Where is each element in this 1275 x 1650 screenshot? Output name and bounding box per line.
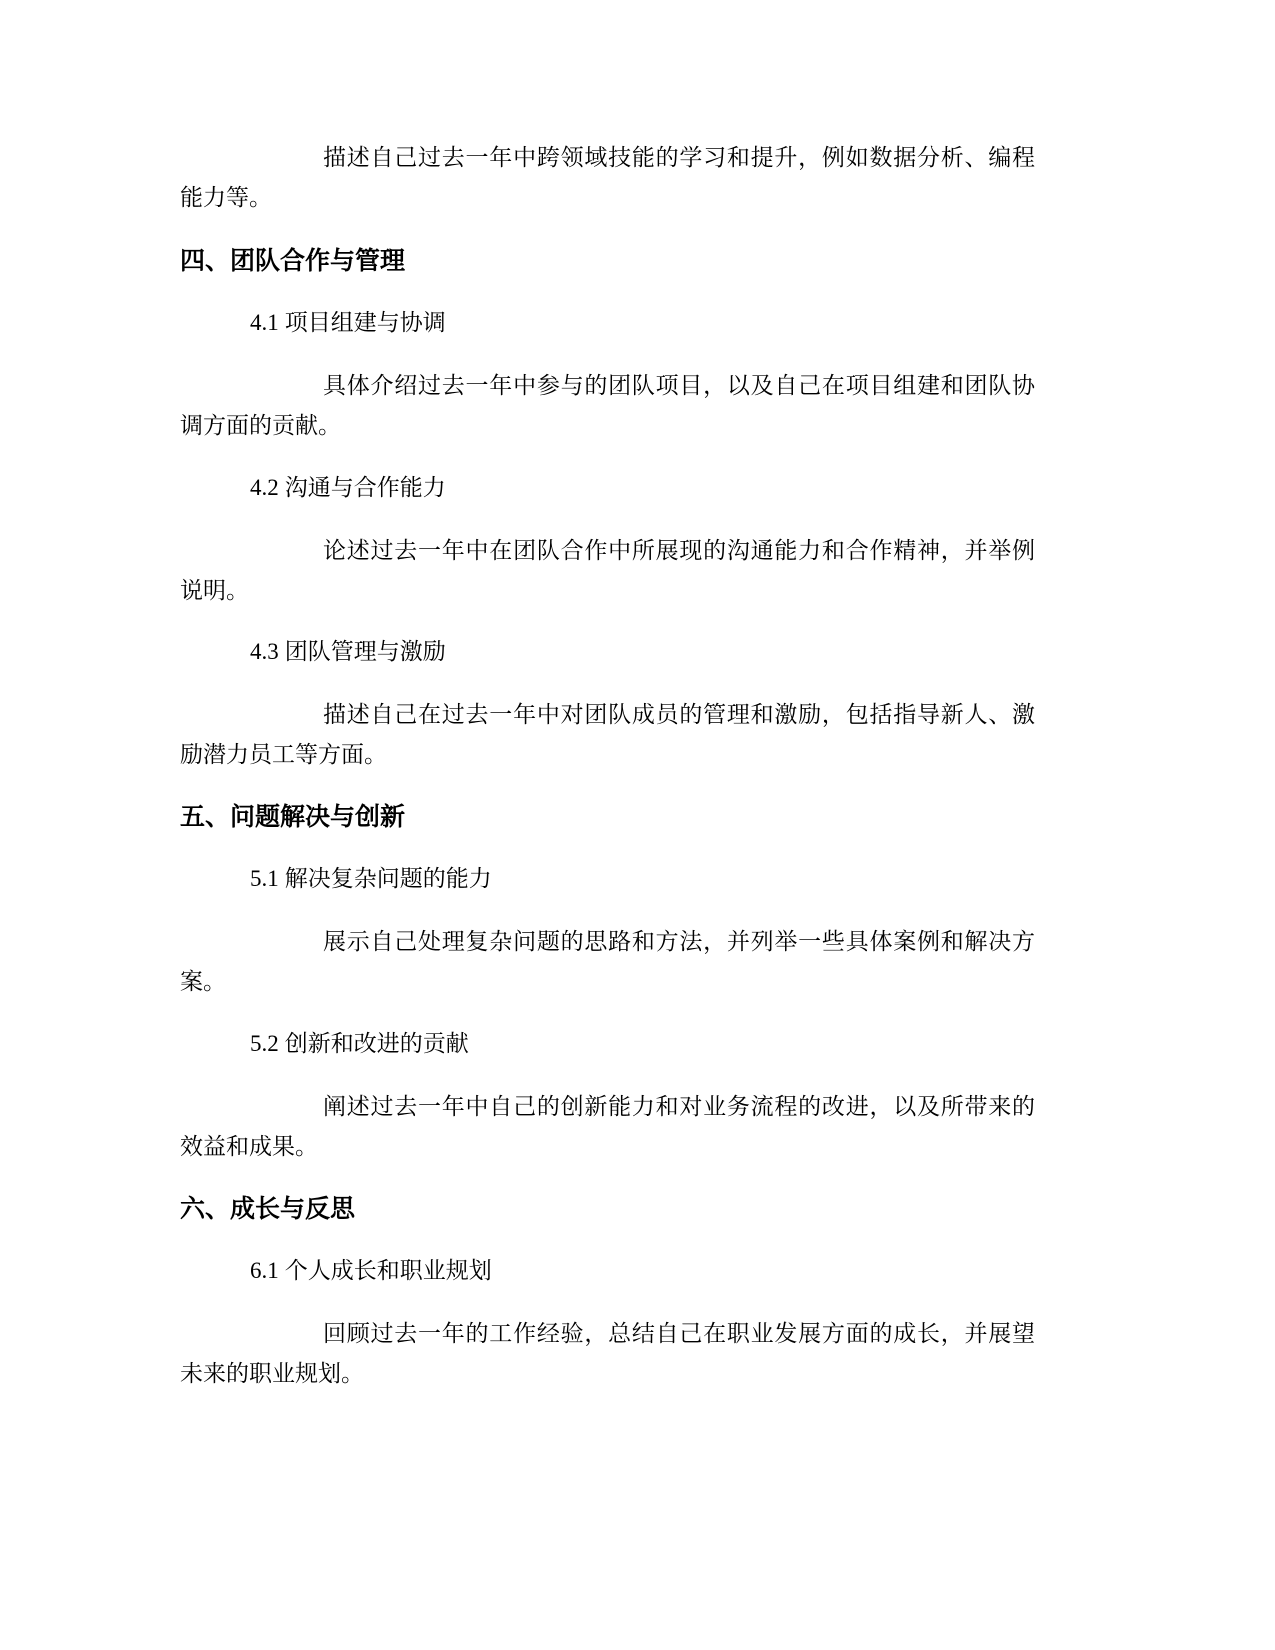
paragraph-6-1: 回顾过去一年的工作经验，总结自己在职业发展方面的成长，并展望未来的职业规划。 <box>180 1321 1035 1387</box>
subsection-title: 项目组建与协调 <box>284 310 446 336</box>
subsection-title: 团队管理与激励 <box>284 639 446 665</box>
subsection-number: 4.1 <box>250 310 279 335</box>
subsection-title: 创新和改进的贡献 <box>284 1031 469 1057</box>
section-heading-teamwork: 四、团队合作与管理 <box>180 246 406 275</box>
subsection-number: 5.2 <box>250 1031 279 1056</box>
section-heading-problem-solving: 五、问题解决与创新 <box>180 802 406 831</box>
subsection-title: 沟通与合作能力 <box>284 475 446 501</box>
subsection-5-1 <box>250 864 492 894</box>
subsection-number: 6.1 <box>250 1258 279 1283</box>
subsection-5-2 <box>250 1029 469 1059</box>
paragraph-4-3: 描述自己在过去一年中对团队成员的管理和激励，包括指导新人、激励潜力员工等方面。 <box>180 702 1035 768</box>
subsection-title: 解决复杂问题的能力 <box>284 866 492 892</box>
subsection-number: 4.3 <box>250 639 279 664</box>
paragraph-4-1: 具体介绍过去一年中参与的团队项目，以及自己在项目组建和团队协调方面的贡献。 <box>180 373 1035 439</box>
paragraph-5-2: 阐述过去一年中自己的创新能力和对业务流程的改进，以及所带来的效益和成果。 <box>180 1094 1035 1160</box>
subsection-4-3 <box>250 637 446 667</box>
subsection-title: 个人成长和职业规划 <box>284 1258 492 1284</box>
subsection-number: 4.2 <box>250 475 279 500</box>
subsection-4-1 <box>250 308 446 338</box>
subsection-number: 5.1 <box>250 866 279 891</box>
paragraph-4-2: 论述过去一年中在团队合作中所展现的沟通能力和合作精神，并举例说明。 <box>180 538 1035 604</box>
paragraph-5-1: 展示自己处理复杂问题的思路和方法，并列举一些具体案例和解决方案。 <box>180 929 1035 995</box>
subsection-4-2 <box>250 473 446 503</box>
subsection-6-1 <box>250 1256 492 1286</box>
section-heading-growth: 六、成长与反思 <box>180 1194 356 1223</box>
paragraph-cross-domain-skills: 描述自己过去一年中跨领域技能的学习和提升，例如数据分析、编程能力等。 <box>180 145 1035 211</box>
